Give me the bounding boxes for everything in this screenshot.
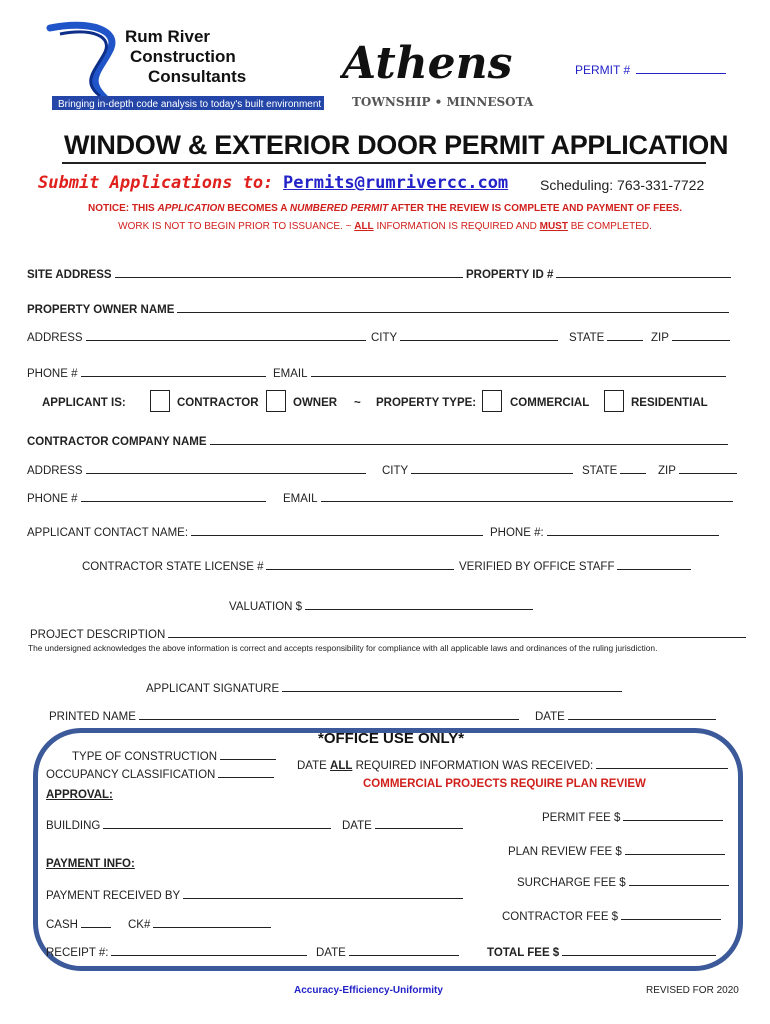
contractor-fee-field[interactable]: CONTRACTOR FEE $	[502, 908, 724, 923]
owner-address-field[interactable]: ADDRESS	[27, 329, 369, 344]
separator-tilde: ~	[354, 397, 361, 409]
contractor-state-field[interactable]: STATE	[582, 462, 649, 477]
receipt-date-field[interactable]: DATE	[316, 944, 462, 959]
contractor-city-field[interactable]: CITY	[382, 462, 576, 477]
building-date-field[interactable]: DATE	[342, 817, 466, 832]
owner-checkbox[interactable]	[266, 390, 286, 412]
commercial-label: COMMERCIAL	[510, 397, 590, 409]
permit-fee-field[interactable]: PERMIT FEE $	[542, 809, 726, 824]
applicant-contact-field[interactable]: APPLICANT CONTACT NAME:	[27, 524, 486, 539]
property-id-field[interactable]: PROPERTY ID #	[466, 266, 734, 281]
total-fee-field[interactable]: TOTAL FEE $	[487, 944, 719, 959]
athens-township-logo	[340, 32, 555, 112]
logo-line3: Consultants	[148, 67, 247, 86]
owner-email-field[interactable]: EMAIL	[273, 365, 729, 380]
notice-line-1: NOTICE: THIS APPLICATION BECOMES A NUMBERED PERMIT AFTER THE REVIEW IS COMPLETE AND PAYMENT OF FEES.	[88, 203, 682, 214]
site-address-field[interactable]: SITE ADDRESS	[27, 266, 466, 281]
contractor-label: CONTRACTOR	[177, 397, 259, 409]
printed-date-field[interactable]: DATE	[535, 708, 719, 723]
footer-motto: Accuracy-Efficiency-Uniformity	[294, 985, 443, 996]
commercial-plan-review-note: COMMERCIAL PROJECTS REQUIRE PLAN REVIEW	[363, 778, 646, 790]
owner-zip-field[interactable]: ZIP	[651, 329, 733, 344]
receipt-field[interactable]: RECEIPT #:	[46, 944, 310, 959]
contractor-zip-field[interactable]: ZIP	[658, 462, 740, 477]
residential-checkbox[interactable]	[604, 390, 624, 412]
contractor-phone-field[interactable]: PHONE #	[27, 490, 269, 505]
building-approval-field[interactable]: BUILDING	[46, 817, 334, 832]
logo-tagline: Bringing in-depth code analysis to today's built environment	[58, 99, 322, 110]
applicant-phone-field[interactable]: PHONE #:	[490, 524, 722, 539]
acknowledgement-text: The undersigned acknowledges the above information is correct and accepts responsibility for compliance with all applicable laws and ordinances of the ruling jurisdiction.	[28, 643, 658, 653]
cash-field[interactable]: CASH	[46, 916, 114, 931]
plan-review-fee-field[interactable]: PLAN REVIEW FEE $	[508, 843, 728, 858]
payment-received-field[interactable]: PAYMENT RECEIVED BY	[46, 887, 466, 902]
rum-river-logo	[30, 20, 330, 115]
office-use-title: *OFFICE USE ONLY*	[318, 730, 465, 747]
permit-number-field[interactable]	[575, 62, 729, 77]
page-title: WINDOW & EXTERIOR DOOR PERMIT APPLICATION	[64, 130, 729, 160]
logo-line1: Rum River	[125, 27, 211, 46]
contractor-company-field[interactable]: CONTRACTOR COMPANY NAME	[27, 433, 731, 448]
printed-name-field[interactable]: PRINTED NAME	[49, 708, 522, 723]
owner-city-field[interactable]: CITY	[371, 329, 561, 344]
owner-state-field[interactable]: STATE	[569, 329, 646, 344]
title-underline	[62, 162, 706, 164]
occupancy-field[interactable]: OCCUPANCY CLASSIFICATION	[46, 766, 277, 781]
payment-info-heading: PAYMENT INFO:	[46, 858, 135, 870]
property-type-label: PROPERTY TYPE:	[376, 397, 477, 409]
verified-by-field[interactable]: VERIFIED BY OFFICE STAFF	[459, 558, 694, 573]
approval-heading: APPROVAL:	[46, 789, 113, 801]
residential-label: RESIDENTIAL	[631, 397, 708, 409]
owner-name-field[interactable]: PROPERTY OWNER NAME	[27, 301, 732, 316]
submit-label: Submit Applications to:	[38, 173, 274, 193]
applicant-is-label: APPLICANT IS:	[42, 397, 126, 409]
owner-phone-field[interactable]: PHONE #	[27, 365, 269, 380]
revised-date: REVISED FOR 2020	[646, 985, 739, 996]
surcharge-fee-field[interactable]: SURCHARGE FEE $	[517, 874, 732, 889]
permit-label: PERMIT #	[575, 63, 631, 77]
logo-line2: Construction	[130, 47, 236, 66]
contractor-address-field[interactable]: ADDRESS	[27, 462, 369, 477]
commercial-checkbox[interactable]	[482, 390, 502, 412]
athens-subtitle: TOWNSHIP • MINNESOTA	[352, 95, 534, 109]
project-description-field[interactable]: PROJECT DESCRIPTION	[30, 626, 749, 641]
contractor-checkbox[interactable]	[150, 390, 170, 412]
scheduling-phone: Scheduling: 763-331-7722	[540, 177, 705, 193]
date-received-field[interactable]: DATE ALL REQUIRED INFORMATION WAS RECEIVED:	[297, 757, 731, 772]
athens-word: Athens	[342, 38, 513, 89]
check-number-field[interactable]: CK#	[128, 916, 274, 931]
notice-line-2: WORK IS NOT TO BEGIN PRIOR TO ISSUANCE. ~ ALL INFORMATION IS REQUIRED AND MUST BE COMPLETED.	[118, 221, 652, 232]
license-field[interactable]: CONTRACTOR STATE LICENSE #	[82, 558, 457, 573]
signature-field[interactable]: APPLICANT SIGNATURE	[146, 680, 625, 695]
valuation-field[interactable]: VALUATION $	[229, 598, 536, 613]
submit-email-link[interactable]: Permits@rumrivercc.com	[283, 173, 509, 193]
type-construction-field[interactable]: TYPE OF CONSTRUCTION	[72, 748, 279, 763]
owner-label: OWNER	[293, 397, 338, 409]
contractor-email-field[interactable]: EMAIL	[283, 490, 736, 505]
